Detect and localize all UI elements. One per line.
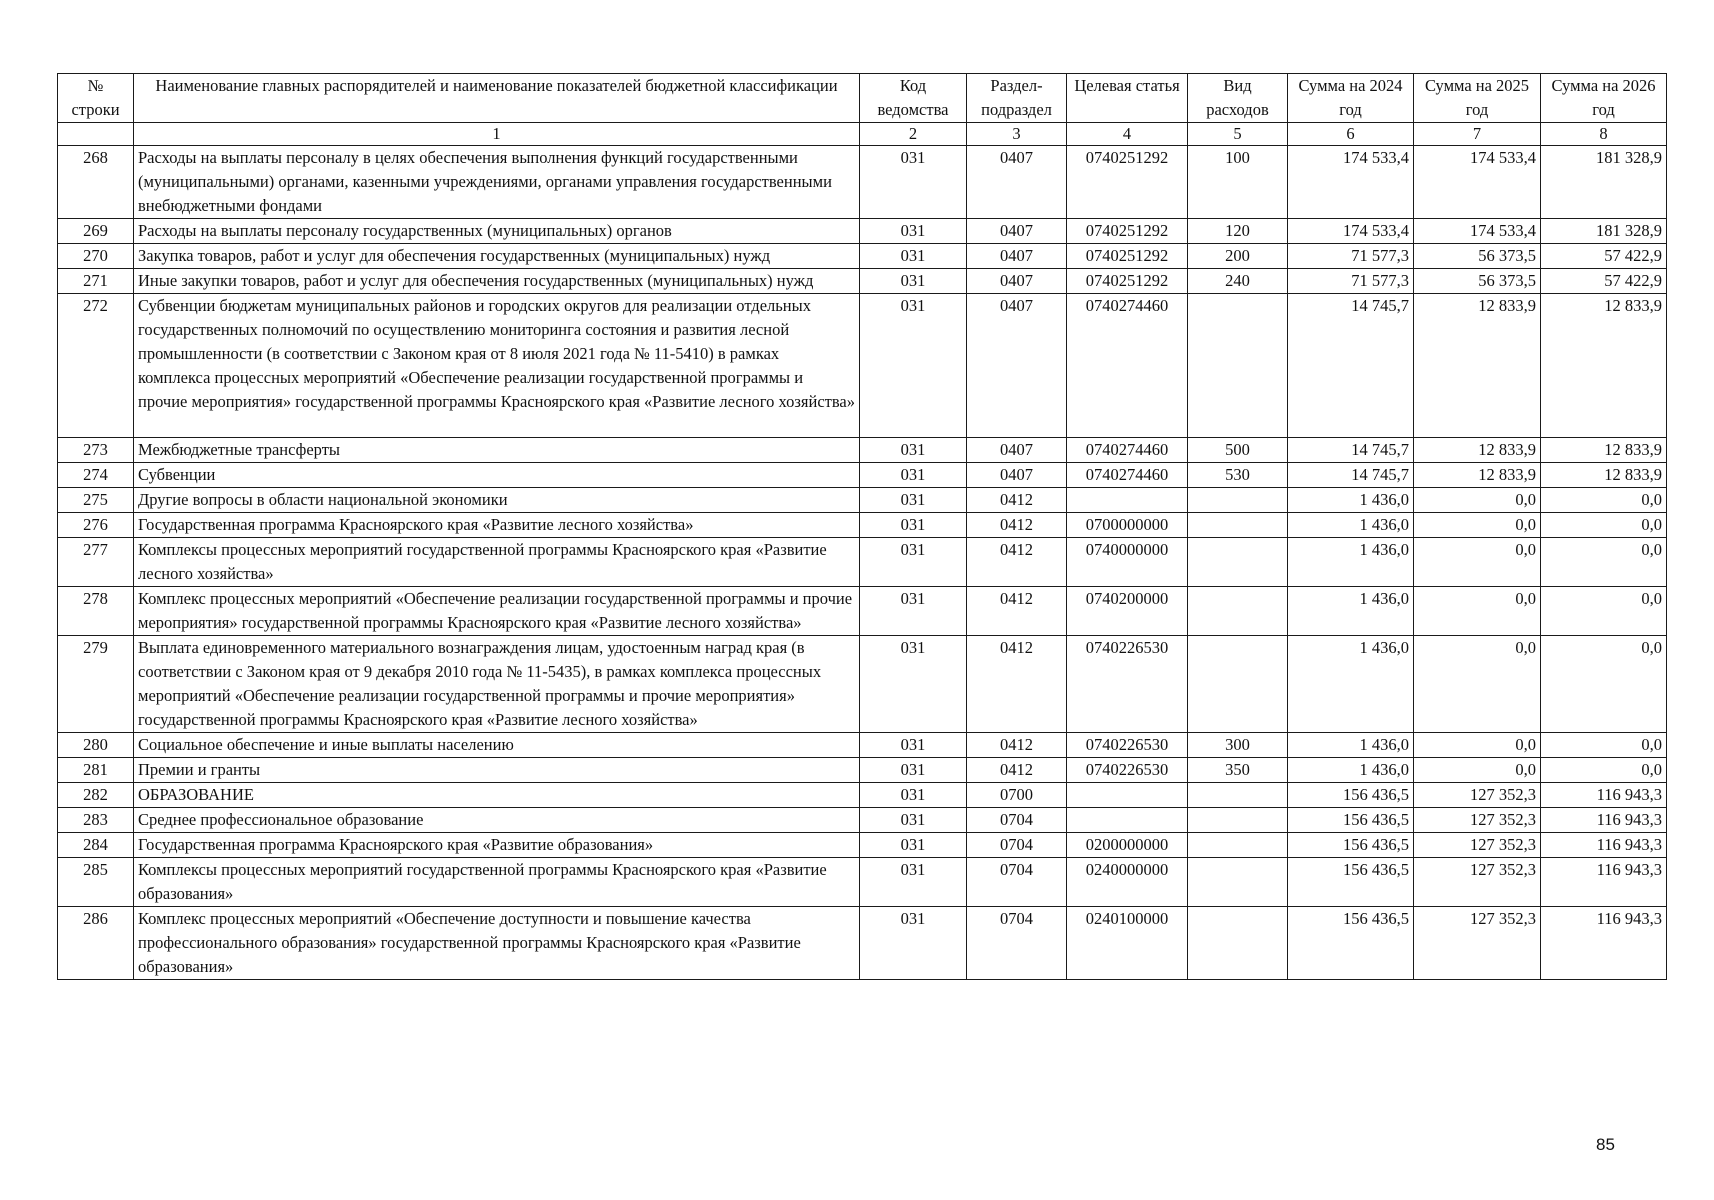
row-name: Иные закупки товаров, работ и услуг для обеспечения государственных (муниципальных) нужд	[134, 269, 860, 294]
row-section: 0412	[967, 488, 1067, 513]
table-row	[58, 244, 1667, 269]
row-section: 0704	[967, 808, 1067, 833]
row-sum-2025: 0,0	[1414, 636, 1541, 733]
row-sum-2024: 14 745,7	[1288, 463, 1414, 488]
header-row	[58, 74, 1667, 123]
header-target: Целевая статья	[1067, 74, 1188, 123]
row-target: 0200000000	[1067, 833, 1188, 858]
row-sum-2025: 56 373,5	[1414, 269, 1541, 294]
row-exp-type: 240	[1188, 269, 1288, 294]
row-code: 031	[860, 488, 967, 513]
row-sum-2024: 156 436,5	[1288, 907, 1414, 980]
row-sum-2025: 12 833,9	[1414, 438, 1541, 463]
row-section: 0407	[967, 463, 1067, 488]
row-sum-2025: 0,0	[1414, 538, 1541, 587]
row-name: Среднее профессиональное образование	[134, 808, 860, 833]
row-exp-type: 120	[1188, 219, 1288, 244]
header-section: Раздел-подраздел	[967, 74, 1067, 123]
row-exp-type	[1188, 808, 1288, 833]
column-number: 5	[1188, 123, 1288, 146]
row-name: Выплата единовременного материального вознаграждения лицам, удостоенным наград края (в соответствии с Законом края от 9 декабря 2010 года № 11-5435), в рамках комплекса процессных мероприятий «Обеспечение реализации государственной программы и прочие мероприятия» государственной программы Красноярского края «Развитие лесного хозяйства»	[134, 636, 860, 733]
row-sum-2024: 1 436,0	[1288, 488, 1414, 513]
row-name: Социальное обеспечение и иные выплаты населению	[134, 733, 860, 758]
row-code: 031	[860, 538, 967, 587]
row-exp-type	[1188, 636, 1288, 733]
row-sum-2024: 14 745,7	[1288, 438, 1414, 463]
row-sum-2026: 12 833,9	[1541, 294, 1667, 438]
row-section: 0407	[967, 294, 1067, 438]
row-number: 282	[58, 783, 134, 808]
column-number: 4	[1067, 123, 1188, 146]
row-sum-2024: 71 577,3	[1288, 244, 1414, 269]
row-section: 0412	[967, 636, 1067, 733]
row-number: 268	[58, 146, 134, 219]
row-target: 0740274460	[1067, 294, 1188, 438]
table-row	[58, 783, 1667, 808]
row-exp-type	[1188, 833, 1288, 858]
row-target: 0740251292	[1067, 146, 1188, 219]
row-exp-type	[1188, 294, 1288, 438]
row-section: 0412	[967, 733, 1067, 758]
row-number: 279	[58, 636, 134, 733]
row-section: 0704	[967, 907, 1067, 980]
row-exp-type	[1188, 538, 1288, 587]
row-sum-2024: 1 436,0	[1288, 587, 1414, 636]
row-code: 031	[860, 783, 967, 808]
row-sum-2025: 127 352,3	[1414, 833, 1541, 858]
row-number: 283	[58, 808, 134, 833]
row-target: 0740000000	[1067, 538, 1188, 587]
row-name: Субвенции бюджетам муниципальных районов и городских округов для реализации отдельных государственных полномочий по осуществлению мониторинга состояния и развития лесной промышленности (в соответствии с Законом края от 8 июля 2021 года № 11-5410) в рамках комплекса процессных мероприятий «Обеспечение реализации государственной программы и прочие мероприятия» государственной программы Красноярского края «Развитие лесного хозяйства»	[134, 294, 860, 438]
row-target	[1067, 783, 1188, 808]
row-number: 275	[58, 488, 134, 513]
table-row	[58, 513, 1667, 538]
row-sum-2024: 1 436,0	[1288, 733, 1414, 758]
row-target: 0240100000	[1067, 907, 1188, 980]
row-sum-2024: 156 436,5	[1288, 783, 1414, 808]
row-name: ОБРАЗОВАНИЕ	[134, 783, 860, 808]
row-sum-2026: 0,0	[1541, 636, 1667, 733]
row-number: 284	[58, 833, 134, 858]
table-row	[58, 808, 1667, 833]
row-sum-2026: 116 943,3	[1541, 907, 1667, 980]
table-row	[58, 219, 1667, 244]
table-row	[58, 463, 1667, 488]
row-code: 031	[860, 146, 967, 219]
header-exp-type: Вид расходов	[1188, 74, 1288, 123]
row-sum-2025: 127 352,3	[1414, 907, 1541, 980]
column-number: 3	[967, 123, 1067, 146]
row-number: 272	[58, 294, 134, 438]
row-sum-2024: 174 533,4	[1288, 219, 1414, 244]
row-section: 0407	[967, 219, 1067, 244]
row-sum-2025: 0,0	[1414, 488, 1541, 513]
row-code: 031	[860, 587, 967, 636]
table-row	[58, 538, 1667, 587]
row-sum-2026: 181 328,9	[1541, 146, 1667, 219]
row-sum-2025: 0,0	[1414, 733, 1541, 758]
row-section: 0407	[967, 244, 1067, 269]
row-target: 0740226530	[1067, 636, 1188, 733]
row-name: Государственная программа Красноярского края «Развитие образования»	[134, 833, 860, 858]
row-number: 281	[58, 758, 134, 783]
row-number: 274	[58, 463, 134, 488]
header-num: № строки	[58, 74, 134, 123]
row-sum-2024: 156 436,5	[1288, 858, 1414, 907]
table-row	[58, 636, 1667, 733]
row-code: 031	[860, 244, 967, 269]
row-sum-2026: 0,0	[1541, 758, 1667, 783]
column-number: 1	[134, 123, 860, 146]
row-number: 269	[58, 219, 134, 244]
row-code: 031	[860, 733, 967, 758]
row-target: 0740251292	[1067, 269, 1188, 294]
row-target: 0740251292	[1067, 244, 1188, 269]
row-sum-2026: 57 422,9	[1541, 269, 1667, 294]
table-row	[58, 587, 1667, 636]
table-row	[58, 833, 1667, 858]
row-number: 286	[58, 907, 134, 980]
row-sum-2026: 116 943,3	[1541, 858, 1667, 907]
row-section: 0412	[967, 513, 1067, 538]
row-section: 0412	[967, 538, 1067, 587]
budget-table	[57, 73, 1667, 980]
row-name: Комплекс процессных мероприятий «Обеспечение реализации государственной программы и прочие мероприятия» государственной программы Красноярского края «Развитие лесного хозяйства»	[134, 587, 860, 636]
row-name: Комплекс процессных мероприятий «Обеспечение доступности и повышение качества профессионального образования» государственной программы Красноярского края «Развитие образования»	[134, 907, 860, 980]
row-sum-2026: 116 943,3	[1541, 783, 1667, 808]
table-row	[58, 733, 1667, 758]
row-target: 0740226530	[1067, 758, 1188, 783]
row-exp-type: 200	[1188, 244, 1288, 269]
table-row	[58, 907, 1667, 980]
column-number-row	[58, 123, 1667, 146]
row-target: 0740274460	[1067, 463, 1188, 488]
row-exp-type	[1188, 783, 1288, 808]
column-number: 8	[1541, 123, 1667, 146]
row-sum-2024: 174 533,4	[1288, 146, 1414, 219]
row-exp-type: 500	[1188, 438, 1288, 463]
row-code: 031	[860, 219, 967, 244]
row-number: 270	[58, 244, 134, 269]
row-section: 0407	[967, 269, 1067, 294]
row-target: 0740251292	[1067, 219, 1188, 244]
row-section: 0412	[967, 758, 1067, 783]
column-number: 2	[860, 123, 967, 146]
row-exp-type: 350	[1188, 758, 1288, 783]
page-number: 85	[1596, 1135, 1615, 1154]
row-name: Премии и гранты	[134, 758, 860, 783]
header-sum-2026: Сумма на 2026 год	[1541, 74, 1667, 123]
row-name: Расходы на выплаты персоналу в целях обеспечения выполнения функций государственными (муниципальными) органами, казенными учреждениями, органами управления государственными внебюджетными фондами	[134, 146, 860, 219]
row-sum-2024: 71 577,3	[1288, 269, 1414, 294]
row-target	[1067, 808, 1188, 833]
row-code: 031	[860, 463, 967, 488]
row-sum-2025: 0,0	[1414, 587, 1541, 636]
row-code: 031	[860, 833, 967, 858]
row-section: 0407	[967, 146, 1067, 219]
table-row	[58, 858, 1667, 907]
row-name: Государственная программа Красноярского края «Развитие лесного хозяйства»	[134, 513, 860, 538]
header-sum-2025: Сумма на 2025 год	[1414, 74, 1541, 123]
row-number: 285	[58, 858, 134, 907]
row-sum-2024: 156 436,5	[1288, 833, 1414, 858]
column-number: 6	[1288, 123, 1414, 146]
row-name: Другие вопросы в области национальной экономики	[134, 488, 860, 513]
row-sum-2024: 1 436,0	[1288, 538, 1414, 587]
row-sum-2025: 0,0	[1414, 513, 1541, 538]
row-sum-2026: 12 833,9	[1541, 463, 1667, 488]
row-sum-2026: 0,0	[1541, 733, 1667, 758]
row-exp-type	[1188, 587, 1288, 636]
table-row	[58, 488, 1667, 513]
row-sum-2026: 0,0	[1541, 538, 1667, 587]
row-sum-2025: 12 833,9	[1414, 463, 1541, 488]
row-exp-type: 300	[1188, 733, 1288, 758]
row-sum-2026: 57 422,9	[1541, 244, 1667, 269]
row-section: 0407	[967, 438, 1067, 463]
row-target: 0740200000	[1067, 587, 1188, 636]
row-section: 0704	[967, 833, 1067, 858]
row-code: 031	[860, 294, 967, 438]
row-sum-2026: 0,0	[1541, 513, 1667, 538]
row-name: Расходы на выплаты персоналу государственных (муниципальных) органов	[134, 219, 860, 244]
row-number: 278	[58, 587, 134, 636]
row-exp-type	[1188, 907, 1288, 980]
row-number: 280	[58, 733, 134, 758]
row-sum-2025: 56 373,5	[1414, 244, 1541, 269]
row-section: 0704	[967, 858, 1067, 907]
row-exp-type	[1188, 488, 1288, 513]
row-sum-2025: 174 533,4	[1414, 219, 1541, 244]
row-name: Комплексы процессных мероприятий государственной программы Красноярского края «Развитие лесного хозяйства»	[134, 538, 860, 587]
table-row	[58, 438, 1667, 463]
row-target: 0700000000	[1067, 513, 1188, 538]
column-number: 7	[1414, 123, 1541, 146]
row-sum-2026: 0,0	[1541, 488, 1667, 513]
row-code: 031	[860, 438, 967, 463]
row-target: 0740226530	[1067, 733, 1188, 758]
row-sum-2026: 0,0	[1541, 587, 1667, 636]
header-sum-2024: Сумма на 2024 год	[1288, 74, 1414, 123]
row-name: Закупка товаров, работ и услуг для обеспечения государственных (муниципальных) нужд	[134, 244, 860, 269]
row-code: 031	[860, 269, 967, 294]
row-sum-2024: 1 436,0	[1288, 636, 1414, 733]
row-target	[1067, 488, 1188, 513]
row-sum-2025: 127 352,3	[1414, 783, 1541, 808]
row-sum-2024: 1 436,0	[1288, 758, 1414, 783]
row-sum-2025: 12 833,9	[1414, 294, 1541, 438]
row-code: 031	[860, 907, 967, 980]
row-sum-2025: 0,0	[1414, 758, 1541, 783]
row-sum-2026: 12 833,9	[1541, 438, 1667, 463]
row-sum-2025: 174 533,4	[1414, 146, 1541, 219]
row-number: 273	[58, 438, 134, 463]
row-sum-2025: 127 352,3	[1414, 808, 1541, 833]
row-exp-type	[1188, 858, 1288, 907]
row-exp-type: 530	[1188, 463, 1288, 488]
row-exp-type	[1188, 513, 1288, 538]
row-code: 031	[860, 758, 967, 783]
row-sum-2024: 156 436,5	[1288, 808, 1414, 833]
row-code: 031	[860, 636, 967, 733]
row-sum-2024: 1 436,0	[1288, 513, 1414, 538]
row-sum-2026: 181 328,9	[1541, 219, 1667, 244]
row-number: 277	[58, 538, 134, 587]
row-sum-2025: 127 352,3	[1414, 858, 1541, 907]
table-row	[58, 269, 1667, 294]
row-sum-2024: 14 745,7	[1288, 294, 1414, 438]
row-code: 031	[860, 513, 967, 538]
row-code: 031	[860, 858, 967, 907]
row-sum-2026: 116 943,3	[1541, 808, 1667, 833]
row-target: 0240000000	[1067, 858, 1188, 907]
row-target: 0740274460	[1067, 438, 1188, 463]
header-name: Наименование главных распорядителей и наименование показателей бюджетной классификации	[134, 74, 860, 123]
row-number: 276	[58, 513, 134, 538]
row-exp-type: 100	[1188, 146, 1288, 219]
column-number-blank	[58, 123, 134, 146]
row-name: Комплексы процессных мероприятий государственной программы Красноярского края «Развитие образования»	[134, 858, 860, 907]
row-code: 031	[860, 808, 967, 833]
row-name: Субвенции	[134, 463, 860, 488]
row-sum-2026: 116 943,3	[1541, 833, 1667, 858]
row-number: 271	[58, 269, 134, 294]
table-row	[58, 294, 1667, 438]
row-name: Межбюджетные трансферты	[134, 438, 860, 463]
header-code: Код ведомства	[860, 74, 967, 123]
table-row	[58, 146, 1667, 219]
row-section: 0700	[967, 783, 1067, 808]
table-row	[58, 758, 1667, 783]
row-section: 0412	[967, 587, 1067, 636]
